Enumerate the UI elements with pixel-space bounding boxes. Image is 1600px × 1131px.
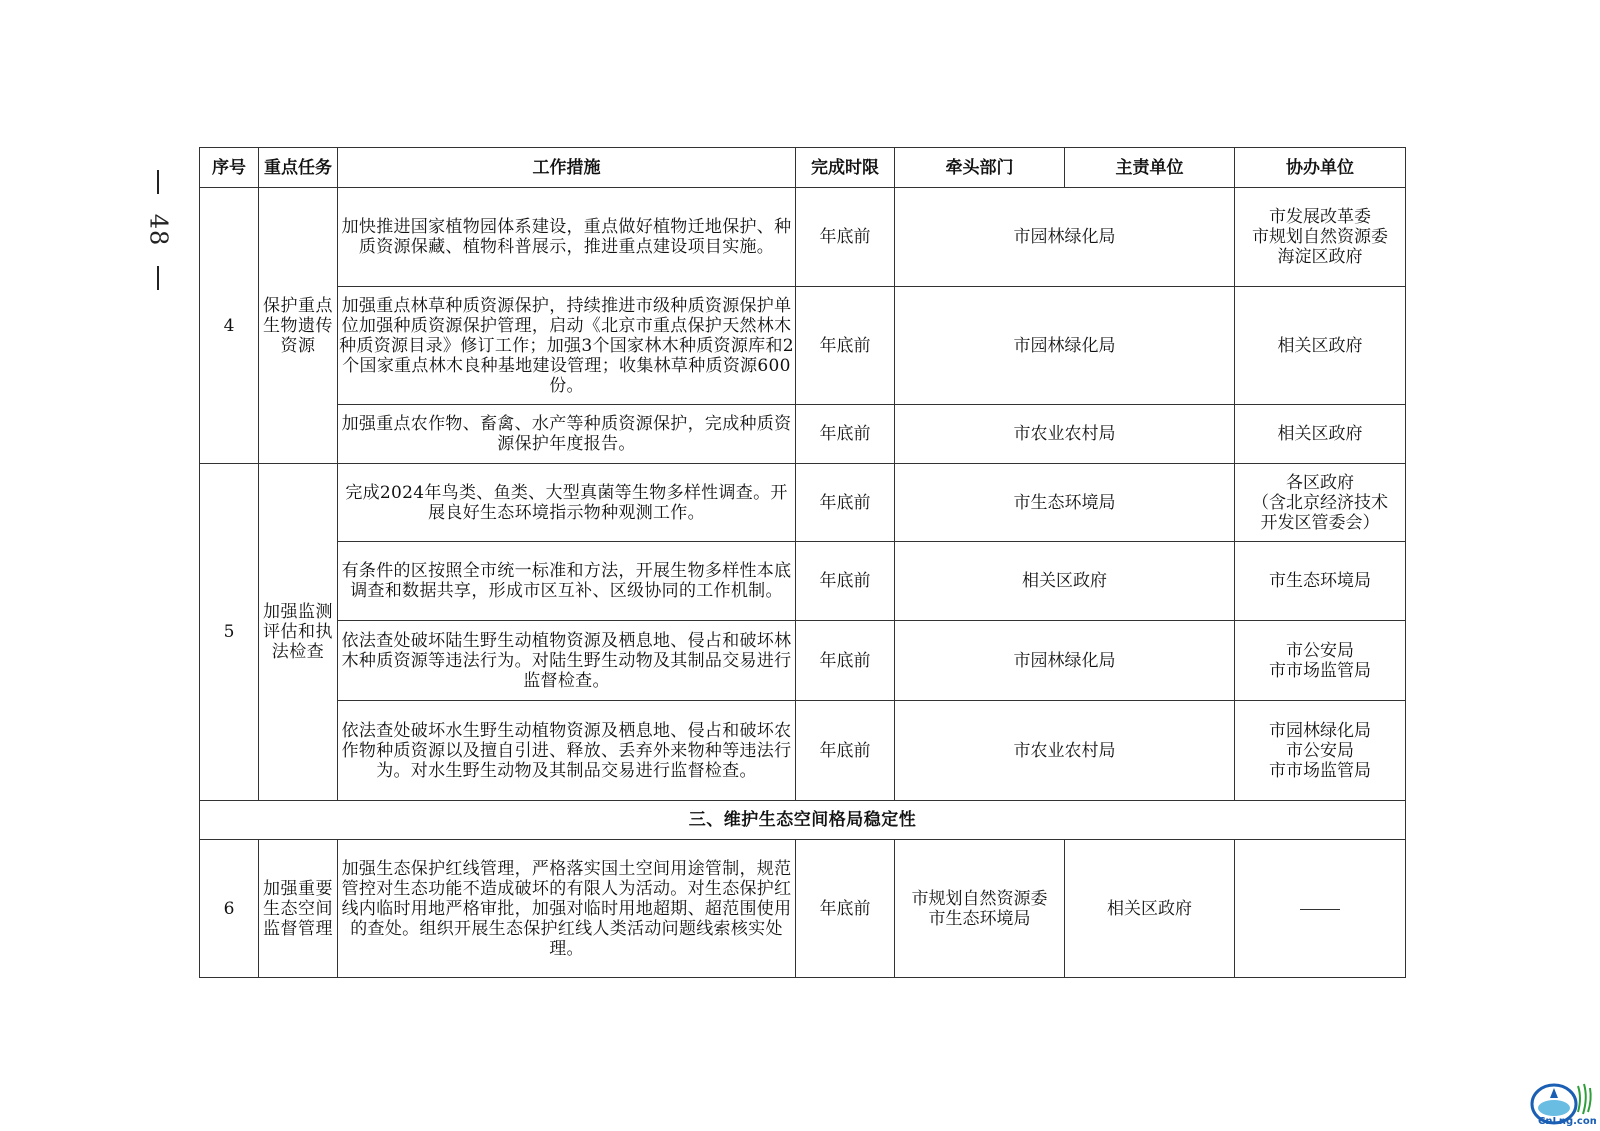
- deadline-cell: 年底前: [796, 464, 895, 542]
- deadline-cell: 年底前: [796, 701, 895, 801]
- lead-cell: [895, 542, 1235, 621]
- measure-cell: 加强重点农作物、畜禽、水产等种质资源保护，完成种质资源保护年度报告。: [338, 405, 796, 464]
- task-cell: 加强重要生态空间监督管理: [259, 840, 338, 978]
- lead-cell: [895, 840, 1065, 978]
- header-task: 重点任务: [259, 148, 338, 188]
- coop-line: 市市场监管局: [1269, 760, 1371, 781]
- lead-line: 市农业农村局: [1013, 740, 1116, 761]
- table-row: [200, 840, 1406, 978]
- lead-cell: [895, 621, 1235, 701]
- task-cell: 保护重点生物遗传资源: [259, 188, 338, 464]
- coop-line: 海淀区政府: [1277, 247, 1363, 267]
- lead-line: 市生态环境局: [928, 908, 1031, 929]
- header-measure: 工作措施: [338, 148, 796, 188]
- watermark-text: CnLng.com: [1538, 1116, 1596, 1126]
- header-responsible: 主责单位: [1065, 148, 1235, 188]
- measure-cell: 有条件的区按照全市统一标准和方法，开展生物多样性本底调查和数据共享，形成市区互补、区级协同的工作机制。: [338, 542, 796, 621]
- coop-line: 市公安局: [1286, 740, 1354, 761]
- table-row: [200, 542, 1406, 621]
- lead-line: 相关区政府: [1022, 571, 1107, 591]
- lead-line: 市生态环境局: [1013, 492, 1116, 513]
- measure-cell: 加强重点林草种质资源保护，持续推进市级种质资源保护单位加强种质资源保护管理，启动《北京市重点保护天然林木种质资源目录》修订工作；加强3个国家林木种质资源库和2个国家重点林木良种基地建设管理；收集林草种质资源600份。: [338, 287, 796, 405]
- deadline-cell: 年底前: [796, 621, 895, 701]
- table-row: [200, 701, 1406, 801]
- lead-line: 市园林绿化局: [1013, 335, 1116, 356]
- coop-line: （含北京经济技术: [1252, 492, 1388, 513]
- watermark-logo-icon: [1528, 1078, 1596, 1126]
- coop-cell: [1235, 464, 1406, 542]
- coop-cell: [1235, 621, 1406, 701]
- lead-cell: [895, 287, 1235, 405]
- table-row: [200, 405, 1406, 464]
- task-table: [199, 147, 1406, 978]
- coop-cell: [1235, 188, 1406, 287]
- table-row: [200, 287, 1406, 405]
- table-row: [200, 188, 1406, 287]
- coop-line: 相关区政府: [1277, 424, 1363, 444]
- seq-cell: 6: [200, 840, 259, 978]
- task-cell: 加强监测评估和执法检查: [259, 464, 338, 801]
- coop-cell: [1235, 287, 1406, 405]
- seq-cell: 5: [200, 464, 259, 801]
- measure-cell: 依法查处破坏陆生野生动植物资源及栖息地、侵占和破坏林木种质资源等违法行为。对陆生野生动物及其制品交易进行监督检查。: [338, 621, 796, 701]
- coop-placeholder-dash: [1300, 909, 1340, 910]
- page-number-dash-bottom: [157, 266, 159, 290]
- coop-line: 市发展改革委: [1269, 207, 1371, 227]
- coop-cell: [1235, 840, 1406, 978]
- lead-line: 市农业农村局: [1013, 424, 1116, 444]
- coop-line: 市市场监管局: [1269, 660, 1371, 681]
- header-row: [200, 148, 1406, 188]
- deadline-cell: 年底前: [796, 188, 895, 287]
- coop-cell: [1235, 701, 1406, 801]
- section-row: [200, 801, 1406, 840]
- coop-line: 市公安局: [1286, 640, 1354, 661]
- lead-line: 市园林绿化局: [1013, 650, 1116, 671]
- lead-cell: [895, 188, 1235, 287]
- measure-cell: 依法查处破坏水生野生动植物资源及栖息地、侵占和破坏农作物种质资源以及擅自引进、释放、丢弃外来物种等违法行为。对水生野生动物及其制品交易进行监督检查。: [338, 701, 796, 801]
- measure-cell: 加快推进国家植物园体系建设，重点做好植物迁地保护、种质资源保藏、植物科普展示，推进重点建设项目实施。: [338, 188, 796, 287]
- lead-cell: [895, 405, 1235, 464]
- lead-line: 市规划自然资源委: [911, 888, 1048, 909]
- coop-cell: [1235, 405, 1406, 464]
- page-number: [140, 170, 176, 290]
- header-seq: 序号: [200, 148, 259, 188]
- table-row: [200, 621, 1406, 701]
- deadline-cell: 年底前: [796, 840, 895, 978]
- lead-cell: [895, 701, 1235, 801]
- lead-cell: [895, 464, 1235, 542]
- table-row: [200, 464, 1406, 542]
- deadline-cell: 年底前: [796, 542, 895, 621]
- section-title: 三、维护生态空间格局稳定性: [200, 801, 1406, 840]
- coop-line: 市生态环境局: [1269, 571, 1371, 591]
- coop-line: 各区政府: [1286, 472, 1354, 493]
- measure-cell: 完成2024年鸟类、鱼类、大型真菌等生物多样性调查。开展良好生态环境指示物种观测工作。: [338, 464, 796, 542]
- coop-line: 开发区管委会）: [1260, 512, 1380, 533]
- seq-cell: 4: [200, 188, 259, 464]
- coop-line: 市园林绿化局: [1269, 720, 1371, 741]
- deadline-cell: 年底前: [796, 287, 895, 405]
- responsible-cell: 相关区政府: [1065, 840, 1235, 978]
- measure-cell: 加强生态保护红线管理，严格落实国土空间用途管制，规范管控对生态功能不造成破坏的有限人为活动。对生态保护红线内临时用地严格审批，加强对临时用地超期、超范围使用的查处。组织开展生态保护红线人类活动问题线索核实处理。: [338, 840, 796, 978]
- watermark-logo: [1528, 1078, 1596, 1126]
- coop-line: 相关区政府: [1277, 335, 1363, 356]
- lead-line: 市园林绿化局: [1013, 227, 1116, 247]
- header-lead: 牵头部门: [895, 148, 1065, 188]
- coop-cell: [1235, 542, 1406, 621]
- page-number-text: 48: [143, 213, 172, 247]
- header-coop: 协办单位: [1235, 148, 1406, 188]
- header-deadline: 完成时限: [796, 148, 895, 188]
- coop-line: 市规划自然资源委: [1252, 227, 1388, 247]
- page-number-dash-top: [157, 170, 159, 194]
- deadline-cell: 年底前: [796, 405, 895, 464]
